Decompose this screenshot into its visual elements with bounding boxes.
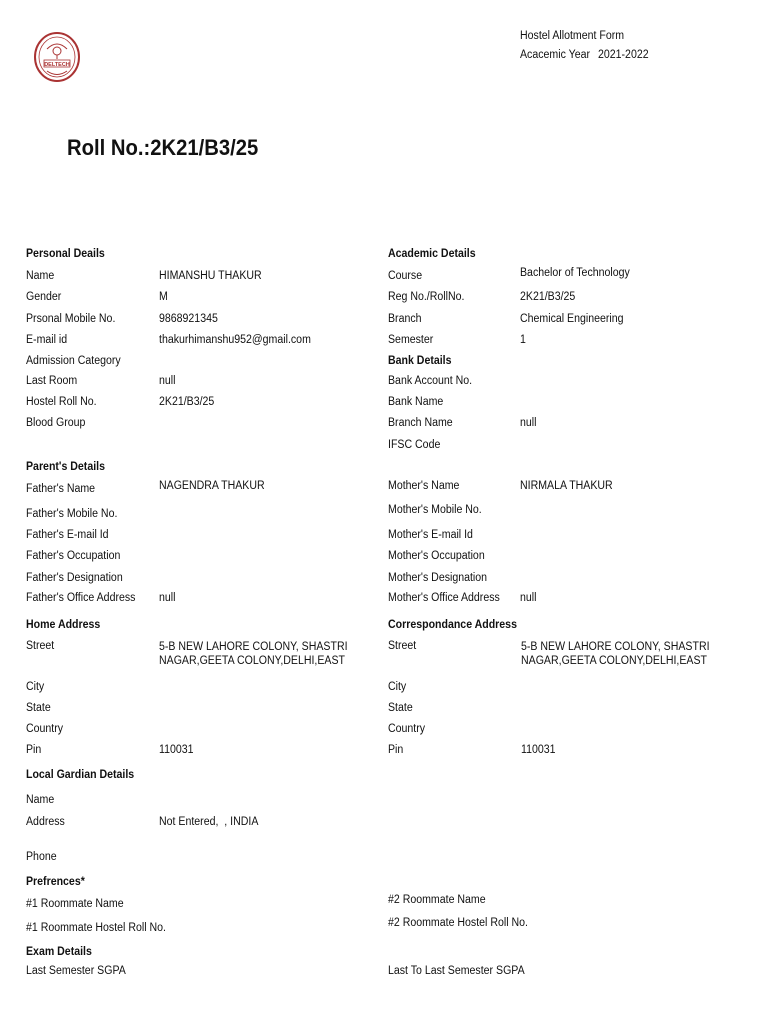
home-city-label: City [26,681,45,693]
email-label: E-mail id [26,334,68,346]
corr-street-label: Street [388,640,417,652]
mother-email-label: Mother's E-mail Id [388,529,473,541]
mother-occupation-label: Mother's Occupation [388,550,485,562]
mother-mobile-label: Mother's Mobile No. [388,504,482,516]
last-to-last-sgpa-label: Last To Last Semester SGPA [388,965,525,977]
corr-country-label: Country [388,723,426,735]
exam-heading: Exam Details [26,946,92,958]
ifsc-label: IFSC Code [388,439,441,451]
corr-pin-value: 110031 [521,744,556,756]
guardian-address-label: Address [26,816,65,828]
roll-number-title [67,135,258,161]
mother-office-label: Mother's Office Address [388,592,500,604]
mobile-value: 9868921345 [159,313,218,325]
roommate1-roll-label: #1 Roommate Hostel Roll No. [26,922,166,934]
home-country-label: Country [26,723,64,735]
home-pin-value: 110031 [159,744,194,756]
home-address-heading: Home Address [26,619,101,631]
semester-value: 1 [520,334,526,346]
reg-label: Reg No./RollNo. [388,291,465,303]
bank-name-label: Bank Name [388,396,444,408]
bank-account-label: Bank Account No. [388,375,473,387]
svg-text:DELTECH: DELTECH [44,62,70,68]
guardian-heading: Local Gardian Details [26,769,135,781]
father-occupation-label: Father's Occupation [26,550,121,562]
guardian-phone-label: Phone [26,851,57,863]
roommate2-roll-label: #2 Roommate Hostel Roll No. [388,917,528,929]
home-street-label: Street [26,640,55,652]
last-room-label: Last Room [26,375,78,387]
parents-heading: Parent's Details [26,461,105,473]
course-value: Bachelor of Technology [520,267,630,279]
bank-heading: Bank Details [388,355,452,367]
last-room-value: null [159,375,176,387]
gender-label: Gender [26,291,62,303]
father-designation-label: Father's Designation [26,572,123,584]
academic-heading: Academic Details [388,248,476,260]
last-sgpa-label: Last Semester SGPA [26,965,126,977]
corr-pin-label: Pin [388,744,404,756]
mother-office-value: null [520,592,537,604]
father-office-value: null [159,592,176,604]
father-name-label: Father's Name [26,483,96,495]
corr-street-value: 5-B NEW LAHORE COLONY, SHASTRI NAGAR,GEETA COLONY,DELHI,EAST [521,641,710,667]
email-value: thakurhimanshu952@gmail.com [159,334,311,346]
father-email-label: Father's E-mail Id [26,529,109,541]
name-label: Name [26,270,55,282]
corr-state-label: State [388,702,413,714]
academic-year-value: 2021-2022 [598,49,649,61]
blood-group-label: Blood Group [26,417,86,429]
guardian-name-label: Name [26,794,55,806]
hostel-roll-label: Hostel Roll No. [26,396,97,408]
guardian-address-value: Not Entered, , INDIA [159,816,259,828]
course-label: Course [388,270,423,282]
home-street-value: 5-B NEW LAHORE COLONY, SHASTRI NAGAR,GEETA COLONY,DELHI,EAST [159,641,348,667]
admission-category-label: Admission Category [26,355,121,367]
gender-value: M [159,291,168,303]
branch-label: Branch [388,313,422,325]
branch-name-label: Branch Name [388,417,453,429]
home-pin-label: Pin [26,744,42,756]
correspondence-address-heading: Correspondance Address [388,619,517,631]
roommate1-name-label: #1 Roommate Name [26,898,124,910]
roommate2-name-label: #2 Roommate Name [388,894,486,906]
mother-designation-label: Mother's Designation [388,572,488,584]
form-title: Hostel Allotment Form [520,30,625,42]
name-value: HIMANSHU THAKUR [159,270,262,282]
father-mobile-label: Father's Mobile No. [26,508,118,520]
mobile-label: Prsonal Mobile No. [26,313,116,325]
father-office-label: Father's Office Address [26,592,136,604]
mother-name-label: Mother's Name [388,480,460,492]
father-name-value: NAGENDRA THAKUR [159,480,265,492]
reg-value: 2K21/B3/25 [520,291,576,303]
corr-city-label: City [388,681,407,693]
semester-label: Semester [388,334,434,346]
personal-heading: Personal Deails [26,248,105,260]
branch-value: Chemical Engineering [520,313,624,325]
hostel-roll-value: 2K21/B3/25 [159,396,215,408]
mother-name-value: NIRMALA THAKUR [520,480,613,492]
roll-value: 2K21/B3/25 [150,135,259,160]
branch-name-value: null [520,417,537,429]
home-state-label: State [26,702,51,714]
roll-label: Roll No.: [67,135,151,160]
university-logo [33,31,81,83]
academic-year-label: Acacemic Year [520,49,590,61]
preferences-heading: Prefrences* [26,876,85,888]
